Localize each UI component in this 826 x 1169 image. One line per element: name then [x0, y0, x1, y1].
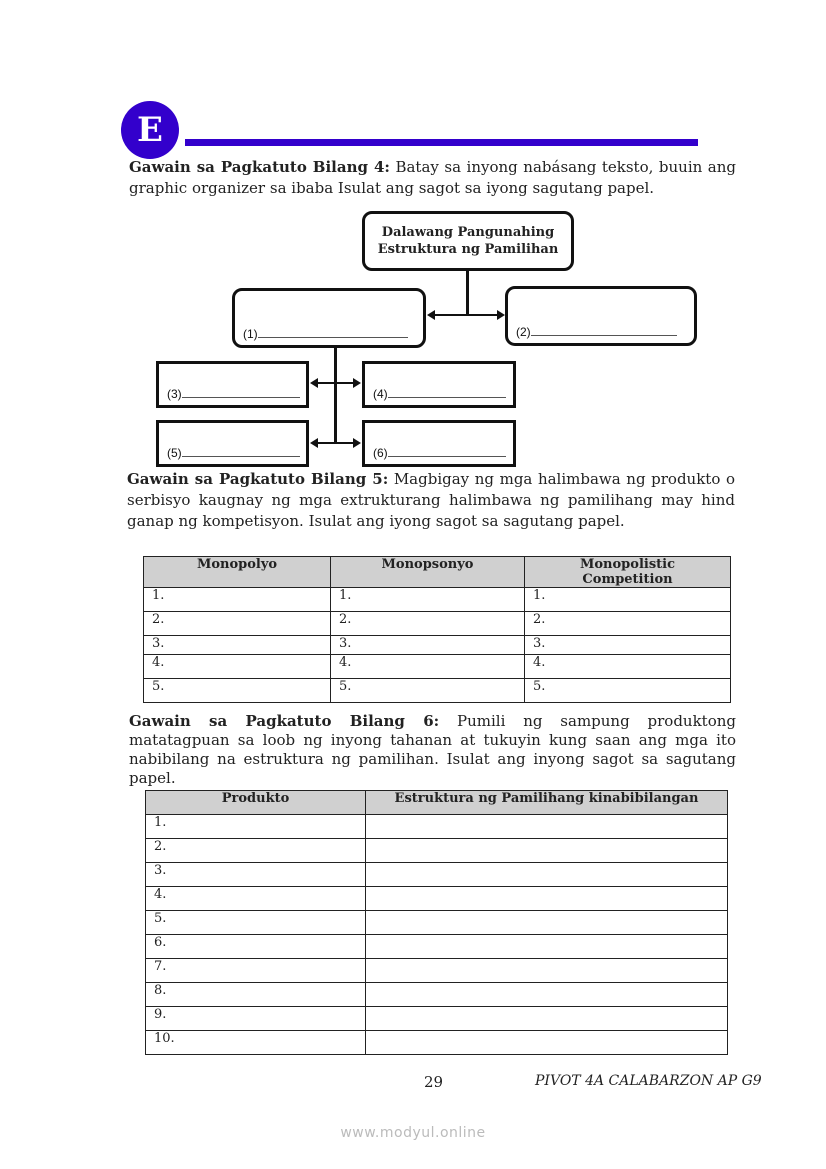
table-cell[interactable]: 2. — [146, 839, 366, 863]
organizer-box-3[interactable] — [156, 361, 309, 408]
arrow-right-icon — [353, 378, 361, 388]
table-cell[interactable]: 1. — [525, 588, 731, 612]
activity-5-label: Gawain sa Pagkatuto Bilang 5: — [127, 470, 389, 488]
activity-5-text: Magbigay ng mga halimbawa ng produkto o serbisyo kaugnay ng mga extrukturang halimbawa ng pamilihang may hind ganap ng kompetisyon. Isulat ang iyong sagot sa sagutang papel. — [127, 470, 735, 530]
table-cell[interactable]: 3. — [525, 636, 731, 655]
table-row — [146, 1007, 728, 1031]
table-cell[interactable]: 4. — [144, 655, 331, 679]
table-header: Monopolyo — [144, 557, 331, 588]
activity-6-label: Gawain sa Pagkatuto Bilang 6: — [129, 712, 440, 730]
blank-label-5: (5) — [167, 446, 182, 460]
page-number: 29 — [424, 1073, 444, 1091]
table-cell[interactable] — [366, 935, 728, 959]
table-cell[interactable]: 5. — [144, 679, 331, 703]
table-cell[interactable]: 1. — [146, 815, 366, 839]
table-row — [146, 887, 728, 911]
table-cell[interactable]: 5. — [146, 911, 366, 935]
table-row — [146, 911, 728, 935]
table-cell[interactable]: 2. — [144, 612, 331, 636]
table-cell[interactable]: 6. — [146, 935, 366, 959]
blank-label-6: (6) — [373, 446, 388, 460]
table-cell[interactable]: 1. — [331, 588, 525, 612]
table-row — [146, 935, 728, 959]
organizer-box-6[interactable] — [362, 420, 516, 467]
table-cell[interactable]: 10. — [146, 1031, 366, 1055]
table-row — [146, 815, 728, 839]
market-structure-examples-table — [143, 556, 731, 703]
table-cell[interactable] — [366, 1007, 728, 1031]
section-badge: E — [121, 101, 179, 159]
table-header: Estruktura ng Pamilihang kinabibilangan — [366, 791, 728, 815]
section-divider-bar — [185, 139, 698, 146]
arrow-left-icon — [310, 438, 318, 448]
table-row — [146, 983, 728, 1007]
table-row — [146, 1031, 728, 1055]
table-cell[interactable]: 4. — [331, 655, 525, 679]
table-header: Monopolistic Competition — [525, 557, 731, 588]
table-cell[interactable]: 2. — [525, 612, 731, 636]
blank-label-2: (2) — [516, 325, 531, 339]
table-cell[interactable]: 4. — [146, 887, 366, 911]
table-header: Monopsonyo — [331, 557, 525, 588]
arrow-left-icon — [310, 378, 318, 388]
organizer-title-box — [362, 211, 574, 271]
table-cell[interactable]: 3. — [144, 636, 331, 655]
organizer-box-2[interactable] — [505, 286, 697, 346]
organizer-title-line1: Dalawang Pangunahing — [381, 225, 555, 240]
table-cell[interactable]: 3. — [331, 636, 525, 655]
table-header: Produkto — [146, 791, 366, 815]
blank-label-4: (4) — [373, 387, 388, 401]
table-cell[interactable] — [366, 911, 728, 935]
table-row — [146, 863, 728, 887]
activity-6-text: Pumili ng sampung produktong matatagpuan sa loob ng inyong tahanan at tukuyin kung saan ang mga ito nabibilang na estruktura ng pamilihan. Isulat ang inyong sagot sa sagutang papel. — [129, 712, 736, 787]
arrow-right-icon — [497, 310, 505, 320]
arrow-left-icon — [427, 310, 435, 320]
connector-line — [316, 442, 354, 444]
table-cell[interactable] — [366, 1031, 728, 1055]
table-cell[interactable] — [366, 863, 728, 887]
table-cell[interactable]: 9. — [146, 1007, 366, 1031]
activity-4-text: Batay sa inyong nabásang teksto, buuin ang graphic organizer sa ibaba Isulat ang sagot sa iyong sagutang papel. — [129, 158, 737, 197]
connector-line — [316, 382, 354, 384]
table-cell[interactable] — [366, 887, 728, 911]
table-cell[interactable]: 7. — [146, 959, 366, 983]
organizer-box-4[interactable] — [362, 361, 516, 408]
activity-4-instructions — [129, 157, 736, 199]
connector-line — [466, 271, 469, 315]
watermark: www.modyul.online — [340, 1125, 486, 1141]
table-cell[interactable] — [366, 959, 728, 983]
table-row — [144, 588, 731, 612]
table-row — [146, 839, 728, 863]
table-row — [146, 959, 728, 983]
table-cell[interactable]: 5. — [331, 679, 525, 703]
series-label: PIVOT 4A CALABARZON AP G9 — [535, 1073, 762, 1089]
activity-5-instructions — [127, 469, 735, 532]
blank-label-1: (1) — [243, 327, 258, 341]
connector-line — [434, 314, 498, 316]
table-cell[interactable]: 8. — [146, 983, 366, 1007]
table-cell[interactable]: 1. — [144, 588, 331, 612]
connector-line — [334, 348, 337, 444]
table-cell[interactable]: 4. — [525, 655, 731, 679]
table-row — [144, 655, 731, 679]
table-cell[interactable] — [366, 983, 728, 1007]
arrow-right-icon — [353, 438, 361, 448]
table-row — [144, 679, 731, 703]
table-row — [144, 612, 731, 636]
table-cell[interactable]: 2. — [331, 612, 525, 636]
table-cell[interactable]: 5. — [525, 679, 731, 703]
table-cell[interactable]: 3. — [146, 863, 366, 887]
table-row — [144, 636, 731, 655]
organizer-box-1[interactable] — [232, 288, 426, 348]
table-cell[interactable] — [366, 815, 728, 839]
table-cell[interactable] — [366, 839, 728, 863]
household-products-table — [145, 790, 728, 1055]
organizer-title-line2: Estruktura ng Pamilihan — [377, 242, 559, 257]
organizer-box-5[interactable] — [156, 420, 309, 467]
activity-4-label: Gawain sa Pagkatuto Bilang 4: — [129, 158, 390, 176]
blank-label-3: (3) — [167, 387, 182, 401]
activity-6-instructions — [129, 712, 736, 788]
